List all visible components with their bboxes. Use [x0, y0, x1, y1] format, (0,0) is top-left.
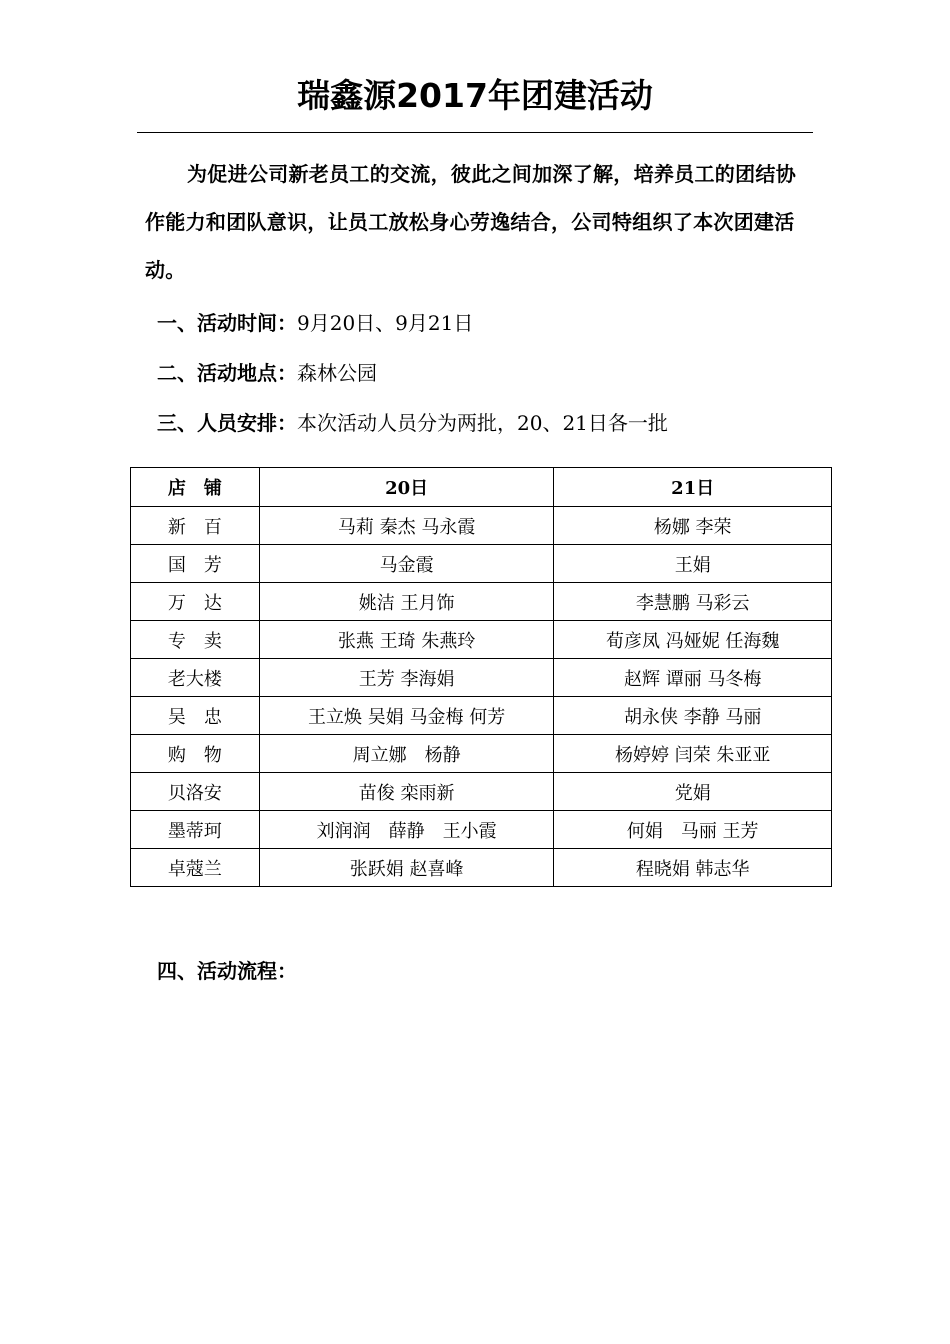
- staff-table: [130, 467, 832, 887]
- table-row: [131, 659, 832, 697]
- store-cell: 专 卖: [131, 621, 260, 659]
- table-row: [131, 811, 832, 849]
- table-row: [131, 735, 832, 773]
- table-row: [131, 621, 832, 659]
- day-21-cell: 赵辉 谭丽 马冬梅: [554, 659, 832, 697]
- day-21-cell: 胡永侠 李静 马丽: [554, 697, 832, 735]
- activity-place-value: 森林公园: [297, 361, 377, 385]
- header-day-21: 21日: [554, 468, 832, 507]
- day-20-cell: 周立娜 杨静: [259, 735, 554, 773]
- day-20-cell: 马莉 秦杰 马永霞: [259, 507, 554, 545]
- document-title: 瑞鑫源2017年团建活动: [297, 76, 653, 115]
- day-21-cell: 荀彦凤 冯娅妮 任海魏: [554, 621, 832, 659]
- staff-arrangement-value: 本次活动人员分为两批，20、21日各一批: [297, 411, 668, 435]
- table-row: [131, 583, 832, 621]
- store-cell: 贝洛安: [131, 773, 260, 811]
- title-divider: [137, 132, 813, 133]
- activity-place: [157, 357, 377, 386]
- store-cell: 购 物: [131, 735, 260, 773]
- day-20-cell: 刘润润 薛静 王小霞: [259, 811, 554, 849]
- store-cell: 吴 忠: [131, 697, 260, 735]
- store-cell: 新 百: [131, 507, 260, 545]
- table-row: [131, 507, 832, 545]
- day-21-cell: 何娟 马丽 王芳: [554, 811, 832, 849]
- day-20-cell: 张燕 王琦 朱燕玲: [259, 621, 554, 659]
- day-21-cell: 杨娜 李荣: [554, 507, 832, 545]
- table-row: [131, 773, 832, 811]
- activity-time: [157, 307, 473, 336]
- day-20-cell: 姚洁 王月饰: [259, 583, 554, 621]
- activity-place-label: 二、活动地点：: [157, 361, 297, 385]
- activity-time-value: 9月20日、9月21日: [297, 311, 474, 335]
- activity-flow-label: 四、活动流程：: [157, 959, 297, 983]
- store-cell: 墨蒂珂: [131, 811, 260, 849]
- table-header-row: [131, 468, 832, 507]
- store-cell: 万 达: [131, 583, 260, 621]
- staff-arrangement: [157, 407, 668, 436]
- day-20-cell: 马金霞: [259, 545, 554, 583]
- store-cell: 国 芳: [131, 545, 260, 583]
- table-row: [131, 545, 832, 583]
- day-20-cell: 王芳 李海娟: [259, 659, 554, 697]
- day-21-cell: 党娟: [554, 773, 832, 811]
- header-day-20: 20日: [259, 468, 554, 507]
- store-cell: 老大楼: [131, 659, 260, 697]
- intro-paragraph: 为促进公司新老员工的交流，彼此之间加深了解，培养员工的团结协作能力和团队意识，让员工放松身心劳逸结合，公司特组织了本次团建活动。: [145, 162, 796, 282]
- activity-time-label: 一、活动时间：: [157, 311, 297, 335]
- table-row: [131, 849, 832, 887]
- day-21-cell: 程晓娟 韩志华: [554, 849, 832, 887]
- activity-flow: [157, 955, 297, 984]
- day-20-cell: 苗俊 栾雨新: [259, 773, 554, 811]
- day-21-cell: 王娟: [554, 545, 832, 583]
- day-21-cell: 杨婷婷 闫荣 朱亚亚: [554, 735, 832, 773]
- day-20-cell: 张跃娟 赵喜峰: [259, 849, 554, 887]
- header-store: 店 铺: [131, 468, 260, 507]
- store-cell: 卓蔻兰: [131, 849, 260, 887]
- table-row: [131, 697, 832, 735]
- day-21-cell: 李慧鹏 马彩云: [554, 583, 832, 621]
- day-20-cell: 王立焕 吴娟 马金梅 何芳: [259, 697, 554, 735]
- staff-arrangement-label: 三、人员安排：: [157, 411, 297, 435]
